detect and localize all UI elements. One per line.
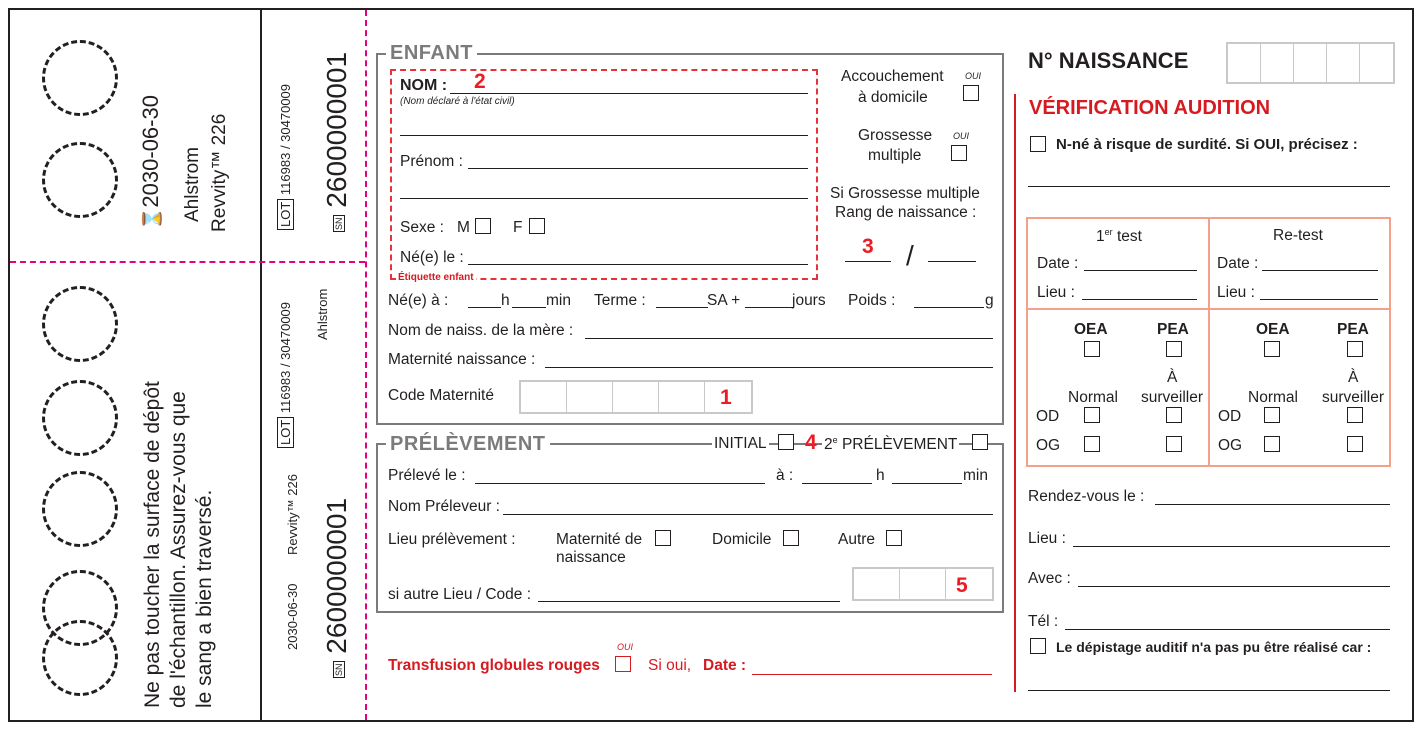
blood-spot-circle: [42, 620, 118, 696]
perforation-vertical: [365, 10, 367, 720]
annotation-3: 3: [862, 235, 874, 258]
blood-spot-circle: [42, 380, 118, 456]
risque-field[interactable]: [1028, 186, 1390, 187]
test1-od-normal-checkbox[interactable]: [1084, 407, 1100, 423]
rang-label-1: Si Grossesse multiple: [830, 185, 980, 202]
prelevement-title: PRÉLÈVEMENT: [386, 434, 550, 454]
serial-bottom: SN 2600000001: [321, 497, 352, 676]
preleve-min-field[interactable]: [892, 483, 962, 484]
retest-og-surveiller-checkbox[interactable]: [1347, 436, 1363, 452]
transfusion-oui: OUI: [617, 642, 634, 652]
rang-label-2: Rang de naissance :: [835, 204, 977, 221]
grossesse-checkbox[interactable]: [951, 145, 967, 161]
rang-field-2[interactable]: [928, 261, 976, 262]
test1-normal: Normal: [1068, 389, 1118, 406]
nom-field-2[interactable]: [400, 135, 808, 136]
blood-spot-circle: [42, 40, 118, 116]
nom-label: NOM :: [400, 77, 448, 94]
blood-spot-circle: [42, 471, 118, 547]
rang-field-1[interactable]: [845, 261, 891, 262]
stub-product: Revvity™ 226: [209, 113, 230, 232]
expiry-bottom: 2030-06-30: [285, 583, 300, 650]
test1-og-normal-checkbox[interactable]: [1084, 436, 1100, 452]
poids-g: g: [985, 292, 994, 309]
retest-od-normal-checkbox[interactable]: [1264, 407, 1280, 423]
maternite-field[interactable]: [545, 367, 993, 368]
non-realise-field[interactable]: [1028, 690, 1390, 691]
mere-label: Nom de naiss. de la mère :: [388, 322, 574, 339]
stub-warning-1: Ne pas toucher la surface de dépôt: [141, 381, 164, 708]
initial-checkbox[interactable]: [778, 434, 794, 450]
retest-od-label: OD: [1218, 408, 1242, 425]
perforation-horizontal: [10, 261, 365, 263]
ne-a-hour-field[interactable]: [468, 307, 501, 308]
preleve-le-label: Prélevé le :: [388, 467, 466, 484]
lot-top: LOT 116983 / 30470009: [278, 84, 293, 230]
test1-oea-header: OEA: [1074, 321, 1108, 338]
autre-lieu-field[interactable]: [538, 601, 840, 602]
mere-field[interactable]: [585, 338, 993, 339]
verif-title: VÉRIFICATION AUDITION: [1029, 97, 1271, 119]
grossesse-label-1: Grossesse: [858, 127, 933, 144]
hourglass-icon: ⌛: [142, 207, 162, 230]
stub-expiry: ⌛2030-06-30: [138, 95, 163, 230]
ne-a-label: Né(e) à :: [388, 292, 449, 309]
maternite-de-label-2: naissance: [556, 549, 626, 566]
naissance-title: N° NAISSANCE: [1028, 48, 1189, 73]
sexe-label: Sexe :: [400, 219, 444, 236]
code-maternite-label: Code Maternité: [388, 387, 494, 404]
enfant-title: ENFANT: [386, 43, 477, 63]
preleveur-label: Nom Préleveur :: [388, 498, 500, 515]
poids-label: Poids :: [848, 292, 896, 309]
sn-label-box: SN: [333, 217, 344, 230]
accouchement-checkbox[interactable]: [963, 85, 979, 101]
retest-a: À: [1348, 369, 1359, 386]
retest-pea-header: PEA: [1337, 321, 1369, 338]
prenom-field[interactable]: [468, 168, 808, 169]
terme-sa-field[interactable]: [656, 307, 708, 308]
lot-label-box: LOT: [277, 417, 294, 448]
test1-pea-checkbox[interactable]: [1166, 341, 1182, 357]
second-prelevement-checkbox[interactable]: [972, 434, 988, 450]
stub-warning-3: le sang a bien traversé.: [193, 489, 216, 708]
ne-a-h: h: [501, 292, 510, 309]
rdv-avec-label: Avec :: [1028, 570, 1071, 587]
poids-field[interactable]: [914, 307, 984, 308]
sn-label-box: SN: [333, 663, 344, 676]
verif-red-rule: [1014, 94, 1016, 692]
terme-label: Terme :: [594, 292, 646, 309]
annotation-1: 1: [720, 386, 732, 409]
retest-oea-checkbox[interactable]: [1264, 341, 1280, 357]
test1-date-label: Date :: [1037, 255, 1079, 272]
stub-divider: [260, 10, 262, 720]
retest-header: Re-test: [1273, 227, 1323, 244]
transfusion-label: Transfusion globules rouges: [388, 657, 600, 674]
test1-od-surveiller-checkbox[interactable]: [1166, 407, 1182, 423]
annotation-2: 2: [474, 70, 486, 93]
rang-separator: /: [906, 240, 914, 271]
lot-label-box: LOT: [277, 199, 294, 230]
test1-header: 1er test: [1096, 227, 1142, 246]
preleve-h-field[interactable]: [802, 483, 872, 484]
preleve-h: h: [876, 467, 885, 484]
preleve-min: min: [963, 467, 988, 484]
terme-sa: SA +: [707, 292, 741, 309]
test1-a: À: [1167, 369, 1178, 386]
risque-label: N-né à risque de surdité. Si OUI, précisez :: [1056, 136, 1358, 153]
transfusion-date-field[interactable]: [752, 674, 992, 675]
retest-date-field[interactable]: [1262, 270, 1378, 271]
grossesse-label-2: multiple: [868, 147, 922, 164]
blood-spot-circle: [42, 142, 118, 218]
rdv-field[interactable]: [1155, 504, 1390, 505]
maternite-de-label-1: Maternité de: [556, 531, 643, 548]
autre-checkbox[interactable]: [886, 530, 902, 546]
preleveur-field[interactable]: [503, 514, 993, 515]
test1-date-field[interactable]: [1084, 270, 1197, 271]
guthrie-card: [8, 8, 1414, 722]
domicile-label: Domicile: [712, 531, 772, 548]
ne-le-field[interactable]: [468, 264, 808, 265]
lieu-prelevement-label: Lieu prélèvement :: [388, 531, 516, 548]
retest-normal: Normal: [1248, 389, 1298, 406]
test1-lieu-label: Lieu :: [1037, 284, 1075, 301]
test1-surveiller: surveiller: [1141, 389, 1204, 406]
retest-date-label: Date :: [1217, 255, 1259, 272]
ne-a-min: min: [546, 292, 571, 309]
transfusion-si-oui: Si oui,: [648, 657, 692, 674]
ne-le-label: Né(e) le :: [400, 249, 464, 266]
stub-warning-2: de l'échantillon. Assurez-vous que: [167, 391, 190, 708]
retest-lieu-field[interactable]: [1260, 299, 1378, 300]
rdv-label: Rendez-vous le :: [1028, 488, 1145, 505]
prenom-field-2[interactable]: [400, 198, 808, 199]
accouchement-oui: OUI: [965, 71, 982, 81]
risque-checkbox[interactable]: [1030, 136, 1046, 152]
retest-surveiller: surveiller: [1322, 389, 1385, 406]
transfusion-date-label: Date :: [703, 657, 747, 674]
test1-og-surveiller-checkbox[interactable]: [1166, 436, 1182, 452]
nom-field[interactable]: [450, 93, 808, 94]
retest-og-normal-checkbox[interactable]: [1264, 436, 1280, 452]
autre-lieu-code-boxes[interactable]: [852, 567, 994, 601]
lot-bottom: LOT 116983 / 30470009: [278, 302, 293, 448]
code-maternite-boxes[interactable]: [519, 380, 753, 414]
autre-label: Autre: [838, 531, 876, 548]
test1-og-label: OG: [1036, 437, 1061, 454]
rdv-lieu-field[interactable]: [1073, 546, 1390, 547]
retest-lieu-label: Lieu :: [1217, 284, 1255, 301]
test1-pea-header: PEA: [1157, 321, 1189, 338]
retest-pea-checkbox[interactable]: [1347, 341, 1363, 357]
rdv-tel-field[interactable]: [1065, 629, 1390, 630]
test1-oea-checkbox[interactable]: [1084, 341, 1100, 357]
retest-od-surveiller-checkbox[interactable]: [1347, 407, 1363, 423]
terme-jours: jours: [792, 292, 826, 309]
grossesse-oui: OUI: [953, 131, 970, 141]
nom-note: (Nom déclaré à l'état civil): [400, 96, 515, 107]
preleve-le-field[interactable]: [475, 483, 765, 484]
rdv-tel-label: Tél :: [1028, 613, 1059, 630]
non-realise-checkbox[interactable]: [1030, 638, 1046, 654]
test-table-divider: [1208, 217, 1210, 467]
serial-top: SN 2600000001: [321, 51, 352, 230]
accouchement-label-1: Accouchement: [841, 68, 944, 85]
retest-og-label: OG: [1218, 437, 1243, 454]
test-table-hdivider: [1026, 308, 1391, 310]
rdv-avec-field[interactable]: [1078, 586, 1390, 587]
transfusion-checkbox[interactable]: [615, 656, 631, 672]
etiquette-label: Étiquette enfant: [398, 272, 474, 283]
preleve-a-label: à :: [776, 467, 794, 484]
initial-label: INITIAL: [714, 435, 767, 452]
product-bottom: Revvity™ 226: [285, 474, 300, 555]
non-realise-label: Le dépistage auditif n'a pas pu être réalisé car :: [1056, 639, 1372, 655]
sexe-f-checkbox[interactable]: [529, 218, 545, 234]
rdv-lieu-label: Lieu :: [1028, 530, 1066, 547]
blood-spot-circle: [42, 286, 118, 362]
maternite-label: Maternité naissance :: [388, 351, 536, 368]
accouchement-label-2: à domicile: [858, 89, 928, 106]
autre-lieu-label: si autre Lieu / Code :: [388, 586, 532, 603]
sexe-m-label: M: [457, 219, 470, 236]
annotation-5: 5: [956, 574, 968, 597]
test1-od-label: OD: [1036, 408, 1060, 425]
stub-brand: Ahlstrom: [182, 147, 203, 222]
ne-a-min-field[interactable]: [512, 307, 546, 308]
prenom-label: Prénom :: [400, 153, 463, 170]
sexe-m-checkbox[interactable]: [475, 218, 491, 234]
second-prelevement-label: 2e PRÉLÈVEMENT: [824, 435, 958, 454]
sexe-f-label: F: [513, 219, 523, 236]
domicile-checkbox[interactable]: [783, 530, 799, 546]
retest-oea-header: OEA: [1256, 321, 1290, 338]
maternite-de-checkbox[interactable]: [655, 530, 671, 546]
brand-bottom: Ahlstrom: [315, 288, 330, 340]
test1-lieu-field[interactable]: [1082, 299, 1197, 300]
terme-jours-field[interactable]: [745, 307, 793, 308]
naissance-number-boxes[interactable]: [1226, 42, 1395, 84]
annotation-4: 4: [805, 431, 817, 454]
